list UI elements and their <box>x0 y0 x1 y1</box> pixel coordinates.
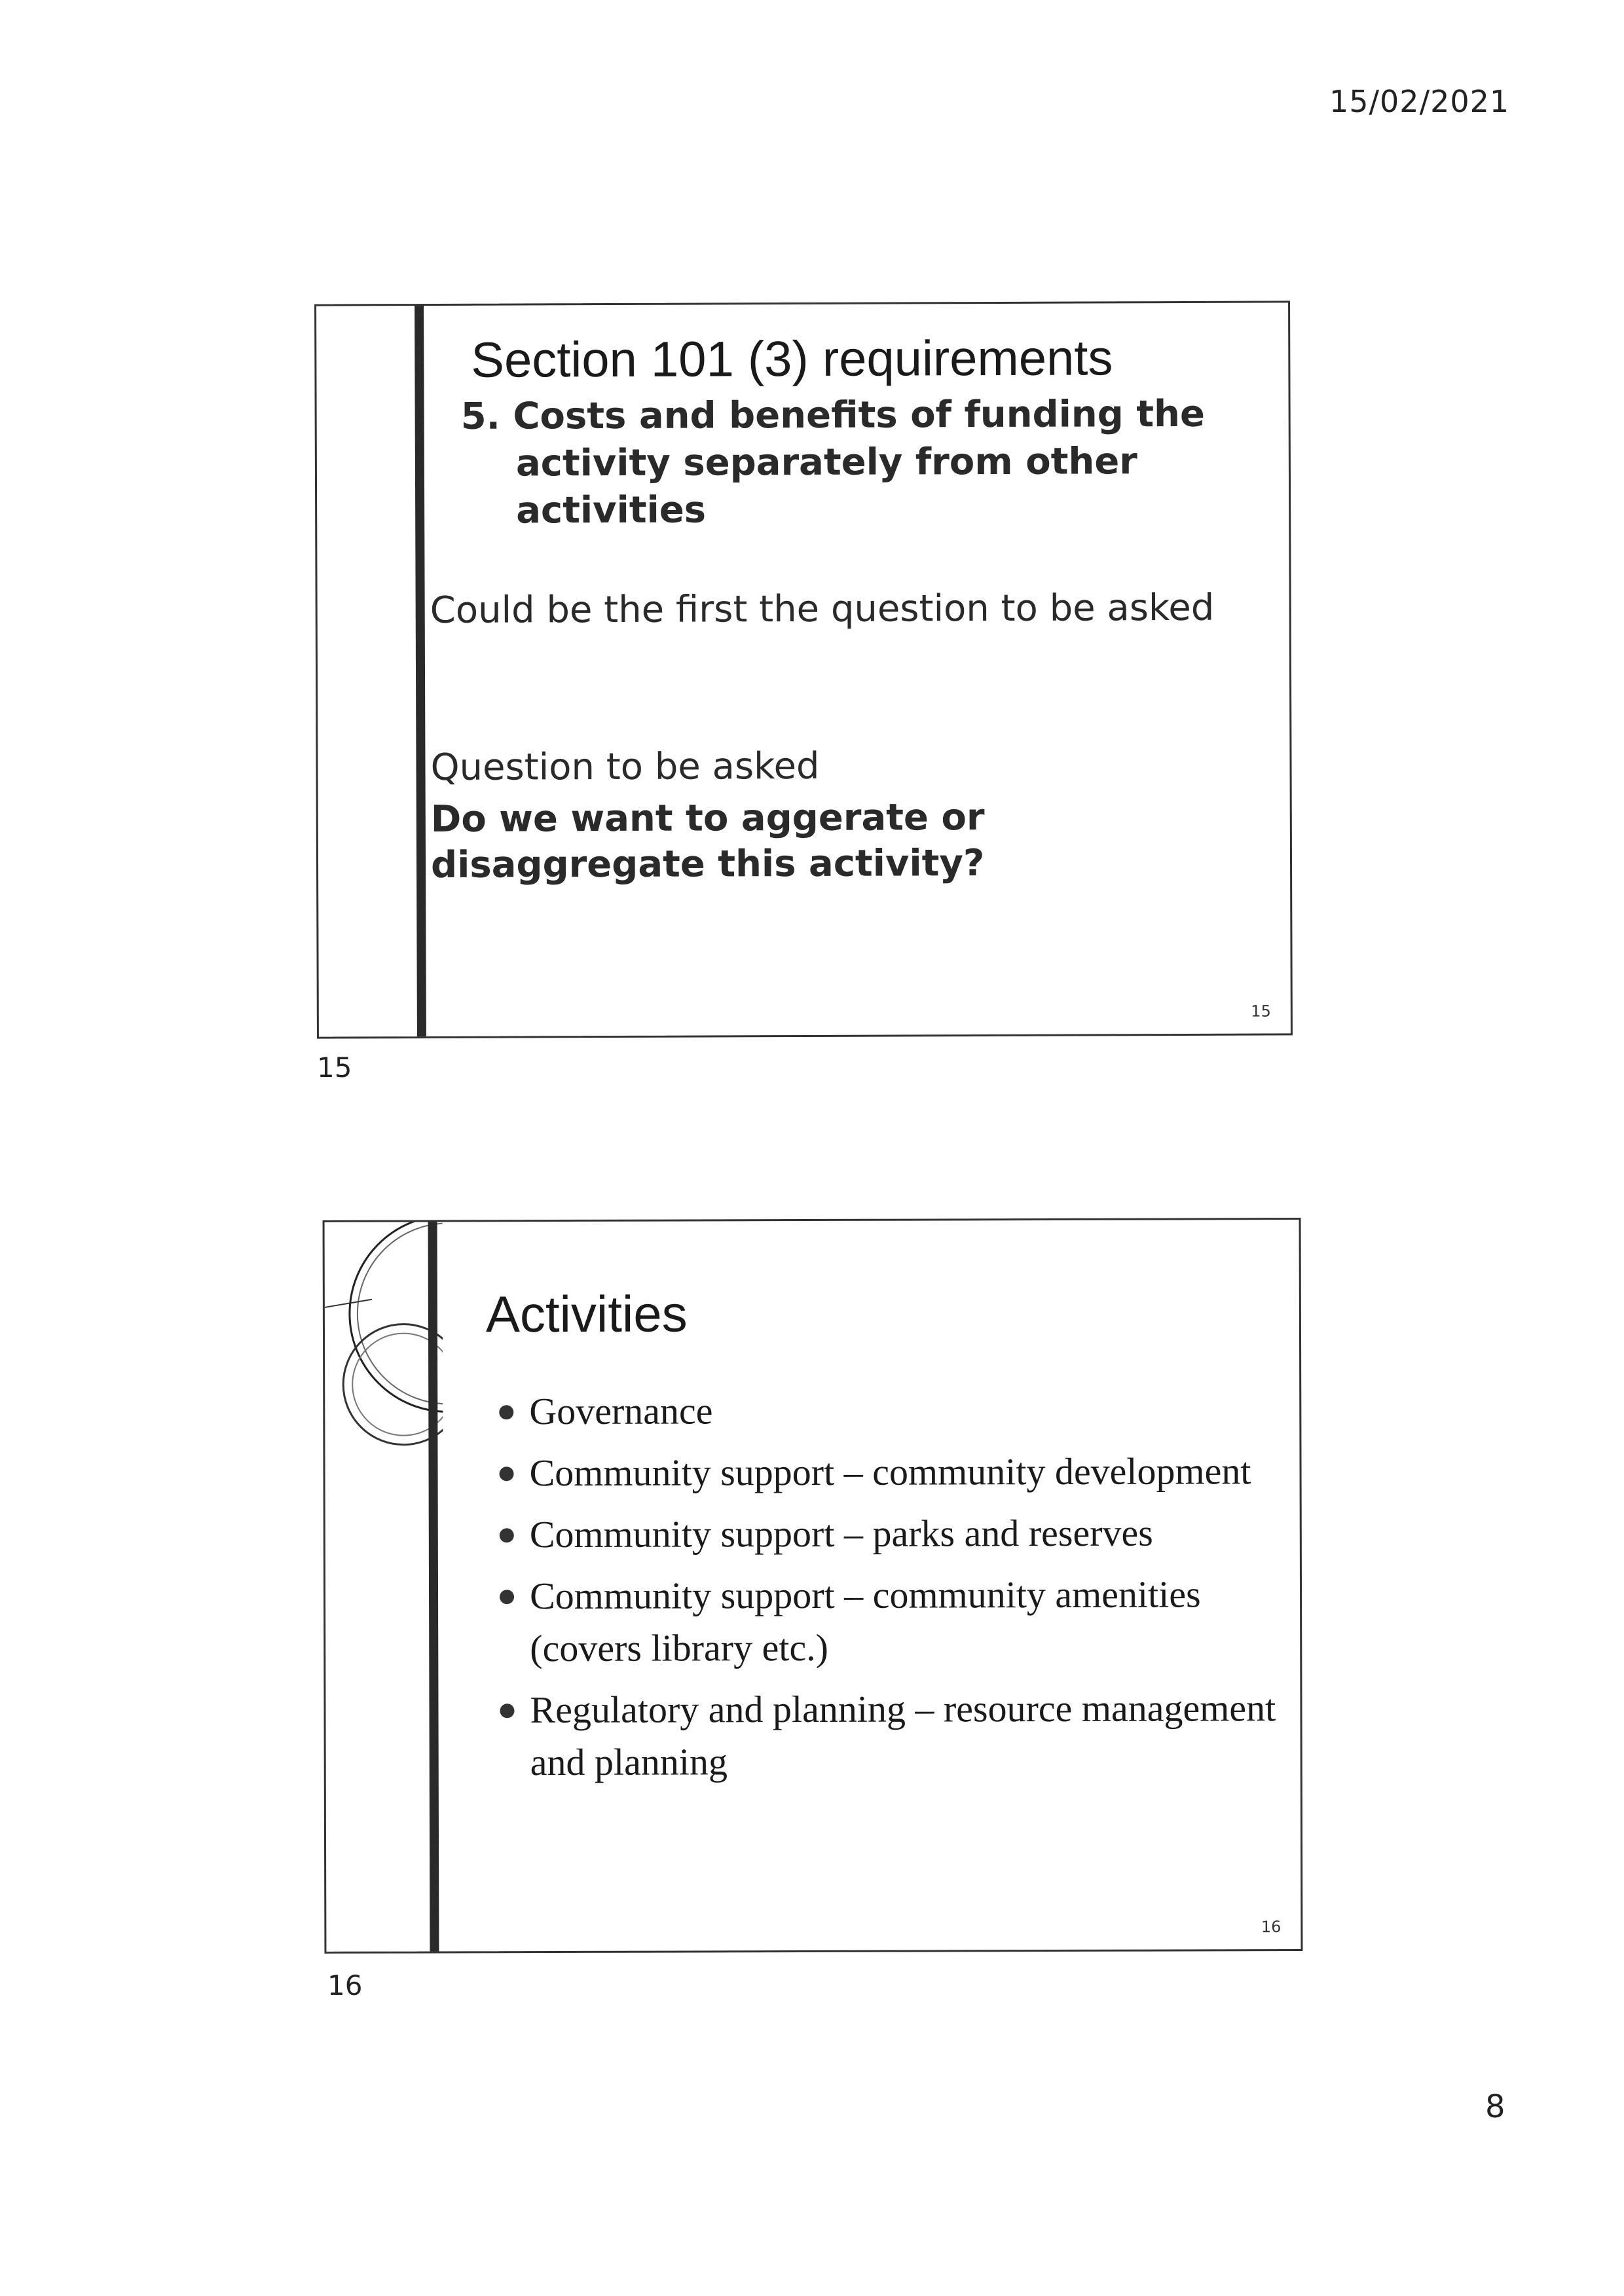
bullet-icon <box>500 1467 514 1481</box>
slide-16 <box>323 1218 1303 1954</box>
slide-divider-bar <box>415 306 426 1036</box>
page-number: 8 <box>1485 2088 1505 2125</box>
list-item <box>495 1445 1281 1499</box>
slide-paragraph: Question to be asked <box>430 744 820 789</box>
slide-15 <box>314 301 1293 1038</box>
list-item <box>496 1568 1282 1675</box>
slide-subheading: 5. Costs and benefits of funding the activity separately from other activities <box>460 392 1206 532</box>
slide-number: 16 <box>1261 1918 1282 1937</box>
bullet-icon <box>500 1704 514 1718</box>
list-item-text: Governance <box>529 1389 713 1433</box>
bullet-icon <box>499 1405 513 1419</box>
slide-title: Activities <box>485 1285 688 1343</box>
list-item-text: Community support – community development <box>529 1449 1251 1495</box>
list-item <box>495 1383 1281 1438</box>
decorative-circles-graphic <box>325 1222 443 1497</box>
slide-caption-number: 15 <box>317 1051 352 1084</box>
list-item <box>496 1506 1282 1561</box>
bullet-icon <box>500 1528 514 1542</box>
activities-list <box>495 1383 1282 1798</box>
print-date: 15/02/2021 <box>1329 84 1510 119</box>
slide-bold-question: Do we want to aggerate or disaggregate this activity? <box>430 796 985 886</box>
slide-paragraph: Could be the first the question to be asked <box>430 586 1215 632</box>
slide-divider-bar <box>428 1222 439 1951</box>
list-item-text: Community support – parks and reserves <box>529 1511 1153 1556</box>
list-item-text: Regulatory and planning – resource management and planning <box>530 1686 1276 1784</box>
bullet-icon <box>500 1590 514 1604</box>
list-item-text: Community support – community amenities (covers library etc.) <box>529 1573 1201 1670</box>
slide-number: 15 <box>1251 1002 1271 1021</box>
list-item <box>496 1682 1282 1789</box>
slide-caption-number: 16 <box>327 1969 363 2001</box>
slide-title: Section 101 (3) requirements <box>471 330 1113 388</box>
